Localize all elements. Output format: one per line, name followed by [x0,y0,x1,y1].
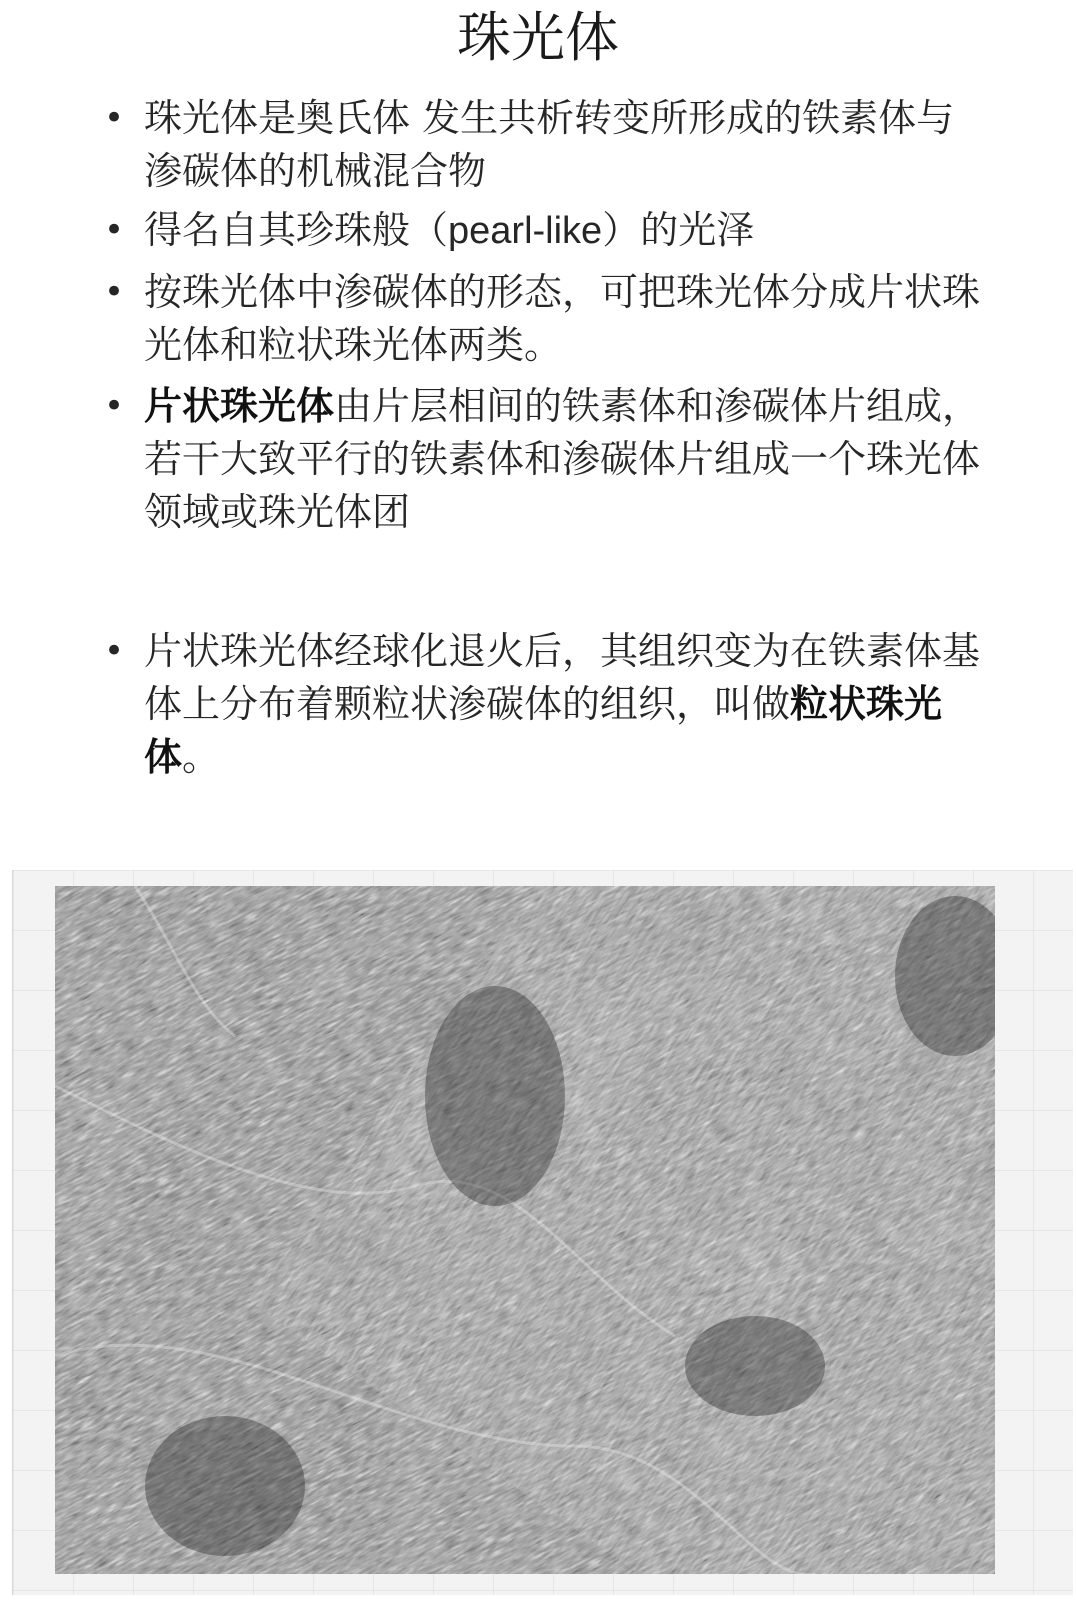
bullet-name-origin [104,204,984,258]
page-title: 珠光体 [457,6,619,69]
pearlite-micrograph-image [55,886,995,1574]
bullet-lamellar-pearlite [104,380,984,539]
bullet-granular-pearlite-end: 。 [182,735,221,779]
bullet-classification-text: 按珠光体中渗碳体的形态，可把珠光体分成片状珠光体和粒状珠光体两类。 [144,270,981,367]
term-lamellar-pearlite: 片状珠光体 [144,384,335,428]
bullet-definition [104,92,984,198]
bullet-name-origin-latin: pearl-like [448,210,603,252]
bullet-name-origin-before: 得名自其珍珠般（ [144,208,449,252]
micrograph-svg [55,886,995,1574]
figure-frame [12,870,1073,1595]
bullet-classification [104,266,984,372]
bullet-granular-pearlite [104,625,984,784]
bullet-definition-text: 珠光体是奥氏体 发生共析转变所形成的铁素体与渗碳体的机械混合物 [144,96,955,193]
bullet-name-origin-after: ）的光泽 [602,208,755,252]
bullet-list [104,92,984,784]
term-granular-pearlite: 粒状珠光体 [144,682,943,779]
bullet-granular-pearlite-text: 片状珠光体经球化退火后，其组织变为在铁素体基体上分布着颗粒状渗碳体的组织，叫做 [144,629,981,726]
bullet-lamellar-pearlite-text: 由片层相间的铁素体和渗碳体片组成，若干大致平行的铁素体和渗碳体片组成一个珠光体领域或珠光体团 [144,384,981,534]
